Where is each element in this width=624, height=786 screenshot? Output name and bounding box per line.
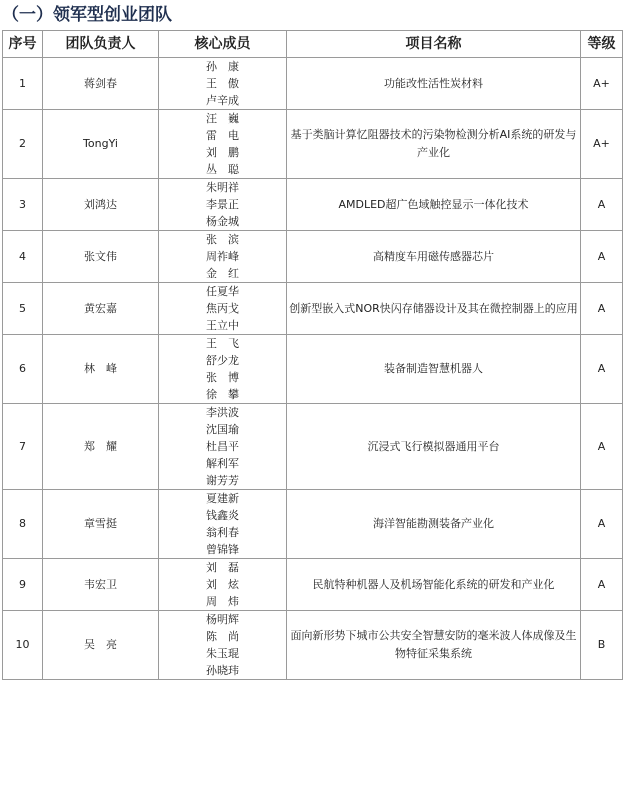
member-name: 谢芳芳 <box>206 474 239 487</box>
grade: A <box>581 283 623 335</box>
table-row <box>3 611 623 680</box>
grade: A <box>581 231 623 283</box>
row-number: 7 <box>3 404 43 490</box>
col-header-members: 核心成员 <box>159 31 287 58</box>
member-name: 李洪波 <box>206 406 239 419</box>
member-name: 朱玉琨 <box>206 647 239 660</box>
core-members <box>159 179 287 231</box>
team-leader: 刘鸿达 <box>43 179 159 231</box>
member-name: 徐 攀 <box>206 388 239 401</box>
team-leader: 蒋剑春 <box>43 58 159 110</box>
core-members <box>159 283 287 335</box>
row-number: 1 <box>3 58 43 110</box>
member-name: 翁利春 <box>206 526 239 539</box>
member-name: 周祚峰 <box>206 250 239 263</box>
member-name: 舒少龙 <box>206 354 239 367</box>
table-row <box>3 283 623 335</box>
grade: A <box>581 404 623 490</box>
core-members <box>159 490 287 559</box>
member-name: 朱明祥 <box>206 181 239 194</box>
member-name: 张 博 <box>206 371 239 384</box>
grade: A <box>581 335 623 404</box>
member-name: 杨明辉 <box>206 613 239 626</box>
table-row <box>3 179 623 231</box>
row-number: 3 <box>3 179 43 231</box>
member-name: 曾锦锋 <box>206 543 239 556</box>
project-name: 面向新形势下城市公共安全智慧安防的毫米波人体成像及生物特征采集系统 <box>287 611 581 680</box>
member-name: 杜昌平 <box>206 440 239 453</box>
core-members <box>159 611 287 680</box>
grade: A <box>581 179 623 231</box>
core-members <box>159 58 287 110</box>
member-name: 刘 炫 <box>206 578 239 591</box>
core-members <box>159 110 287 179</box>
project-name: 沉浸式飞行模拟器通用平台 <box>287 404 581 490</box>
team-leader: 林 峰 <box>43 335 159 404</box>
project-name: 装备制造智慧机器人 <box>287 335 581 404</box>
row-number: 9 <box>3 559 43 611</box>
member-name: 周 炜 <box>206 595 239 608</box>
member-name: 孙 康 <box>206 60 239 73</box>
member-name: 王立中 <box>206 319 239 332</box>
project-name: 高精度车用磁传感器芯片 <box>287 231 581 283</box>
row-number: 8 <box>3 490 43 559</box>
project-name: 海洋智能勘测装备产业化 <box>287 490 581 559</box>
col-header-leader: 团队负责人 <box>43 31 159 58</box>
member-name: 任夏华 <box>206 285 239 298</box>
team-leader: 张文伟 <box>43 231 159 283</box>
col-header-no: 序号 <box>3 31 43 58</box>
team-leader: 吴 亮 <box>43 611 159 680</box>
table-row <box>3 490 623 559</box>
core-members <box>159 231 287 283</box>
grade: A <box>581 559 623 611</box>
member-name: 孙晓玮 <box>206 664 239 677</box>
member-name: 雷 电 <box>206 129 239 142</box>
col-header-project: 项目名称 <box>287 31 581 58</box>
table-row <box>3 231 623 283</box>
project-name: AMDLED超广色域触控显示一体化技术 <box>287 179 581 231</box>
member-name: 解利军 <box>206 457 239 470</box>
member-name: 刘 鹏 <box>206 146 239 159</box>
project-name: 功能改性活性炭材料 <box>287 58 581 110</box>
member-name: 金 红 <box>206 267 239 280</box>
table-row <box>3 110 623 179</box>
member-name: 汪 巍 <box>206 112 239 125</box>
table-body <box>3 58 623 680</box>
row-number: 10 <box>3 611 43 680</box>
member-name: 夏建新 <box>206 492 239 505</box>
member-name: 杨金城 <box>206 215 239 228</box>
member-name: 王 傲 <box>206 77 239 90</box>
member-name: 李景正 <box>206 198 239 211</box>
team-table <box>2 30 623 680</box>
team-leader: TongYi <box>43 110 159 179</box>
table-row <box>3 559 623 611</box>
core-members <box>159 559 287 611</box>
project-name: 创新型嵌入式NOR快闪存储器设计及其在微控制器上的应用 <box>287 283 581 335</box>
table-row <box>3 335 623 404</box>
core-members <box>159 404 287 490</box>
member-name: 张 滨 <box>206 233 239 246</box>
team-leader: 黄宏嘉 <box>43 283 159 335</box>
row-number: 6 <box>3 335 43 404</box>
grade: A+ <box>581 58 623 110</box>
member-name: 丛 聪 <box>206 163 239 176</box>
row-number: 2 <box>3 110 43 179</box>
project-name: 民航特种机器人及机场智能化系统的研发和产业化 <box>287 559 581 611</box>
team-leader: 郑 耀 <box>43 404 159 490</box>
member-name: 焦丙戈 <box>206 302 239 315</box>
member-name: 沈国瑜 <box>206 423 239 436</box>
team-leader: 章雪挺 <box>43 490 159 559</box>
member-name: 王 飞 <box>206 337 239 350</box>
table-row <box>3 404 623 490</box>
grade: A <box>581 490 623 559</box>
member-name: 钱鑫炎 <box>206 509 239 522</box>
core-members <box>159 335 287 404</box>
member-name: 卢辛成 <box>206 94 239 107</box>
row-number: 5 <box>3 283 43 335</box>
col-header-grade: 等级 <box>581 31 623 58</box>
table-row <box>3 58 623 110</box>
member-name: 陈 尚 <box>206 630 239 643</box>
section-title: （一）领军型创业团队 <box>2 5 172 25</box>
team-leader: 韦宏卫 <box>43 559 159 611</box>
project-name: 基于类脑计算忆阻器技术的污染物检测分析AI系统的研发与产业化 <box>287 110 581 179</box>
member-name: 刘 磊 <box>206 561 239 574</box>
grade: B <box>581 611 623 680</box>
row-number: 4 <box>3 231 43 283</box>
grade: A+ <box>581 110 623 179</box>
header-row <box>3 31 623 58</box>
